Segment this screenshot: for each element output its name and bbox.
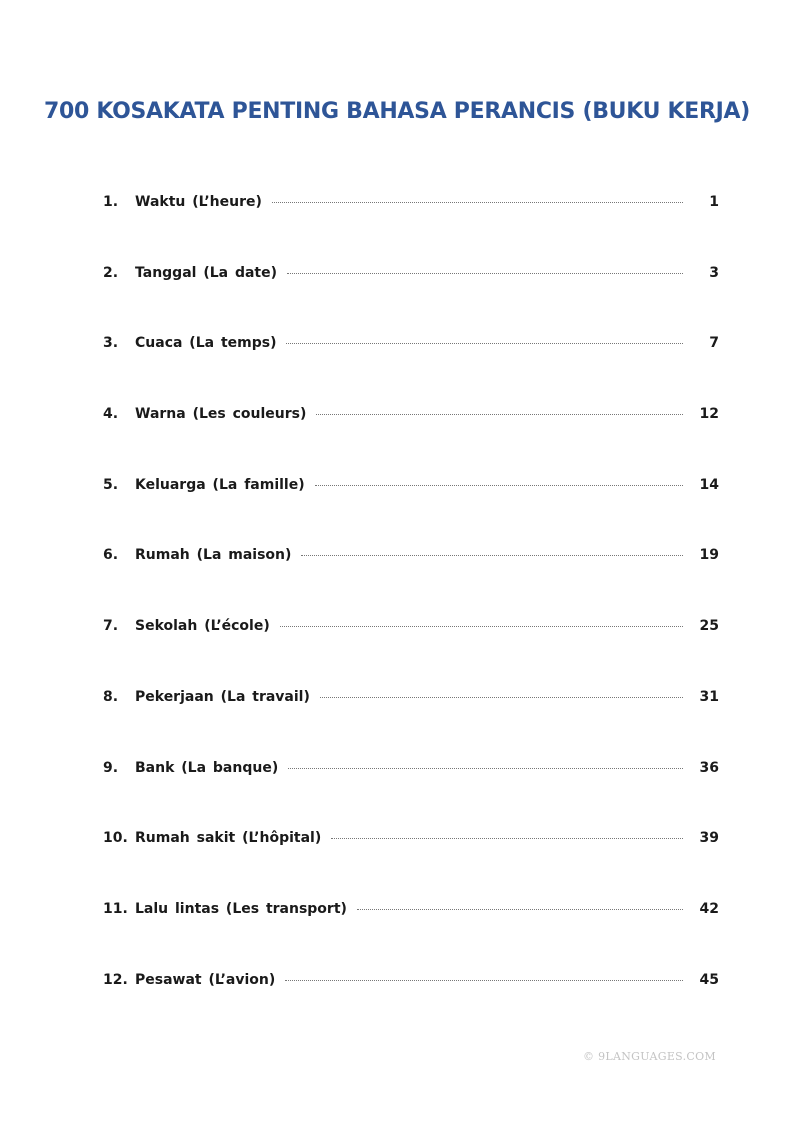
dot-leader: [280, 625, 683, 627]
toc-entry-label: Sekolah (L’école): [135, 618, 270, 635]
dot-leader: [301, 554, 683, 556]
toc-entry[interactable]: [103, 547, 719, 618]
toc-entry[interactable]: [103, 406, 719, 477]
toc-entry-number: 12.: [103, 971, 128, 988]
toc-entry-page: 14: [699, 476, 719, 493]
toc-entry-label: Lalu lintas (Les transport): [135, 900, 347, 917]
copyright-icon: ©: [583, 1050, 595, 1063]
toc-entry-label: Tanggal (La date): [135, 264, 278, 281]
toc-entry-label: Warna (Les couleurs): [135, 406, 307, 423]
dot-leader: [357, 908, 683, 910]
toc-entry-page: 25: [699, 618, 719, 635]
dot-leader: [315, 484, 683, 486]
toc-entry[interactable]: [103, 901, 719, 972]
toc-entry[interactable]: [103, 618, 719, 689]
toc-entry-page: 1: [709, 194, 719, 210]
toc-entry-page: 12: [699, 406, 719, 423]
dot-leader: [288, 767, 683, 769]
dot-leader: [320, 696, 683, 698]
toc-entry-number: 10.: [103, 830, 128, 847]
toc-entry-number: 9.: [103, 759, 119, 776]
toc-entry-label: Rumah (La maison): [135, 547, 292, 564]
toc-entry-number: 3.: [103, 335, 119, 352]
toc-entry[interactable]: [103, 265, 719, 336]
toc-entry-page: 45: [699, 971, 719, 988]
toc-entry[interactable]: [103, 972, 719, 1043]
toc-entry[interactable]: [103, 477, 719, 548]
table-of-contents: [103, 194, 719, 1042]
toc-entry-label: Rumah sakit (L’hôpital): [135, 830, 322, 847]
document-title: 700 KOSAKATA PENTING BAHASA PERANCIS (BUKU KERJA): [43, 98, 751, 124]
footer-text: 9LANGUAGES.COM: [598, 1050, 716, 1063]
toc-entry-number: 11.: [103, 900, 128, 917]
dot-leader: [316, 413, 683, 415]
toc-entry-number: 4.: [103, 406, 119, 423]
toc-entry-page: 42: [699, 900, 719, 917]
dot-leader: [285, 979, 683, 981]
toc-entry-label: Keluarga (La famille): [135, 476, 305, 493]
dot-leader: [331, 837, 683, 839]
toc-entry[interactable]: [103, 760, 719, 831]
toc-entry-number: 2.: [103, 264, 119, 281]
toc-entry[interactable]: [103, 194, 719, 265]
toc-entry-label: Bank (La banque): [135, 759, 279, 776]
copyright-footer: [583, 1050, 716, 1063]
toc-entry-label: Waktu (L’heure): [135, 194, 262, 210]
toc-entry-page: 3: [709, 264, 719, 281]
toc-entry-number: 7.: [103, 618, 119, 635]
toc-entry-label: Cuaca (La temps): [135, 335, 277, 352]
dot-leader: [287, 272, 683, 274]
toc-entry-page: 31: [699, 688, 719, 705]
toc-entry-label: Pesawat (L’avion): [135, 971, 276, 988]
toc-entry-page: 7: [709, 335, 719, 352]
toc-entry-page: 19: [699, 547, 719, 564]
toc-entry-page: 39: [699, 830, 719, 847]
toc-entry-number: 5.: [103, 476, 119, 493]
toc-entry-page: 36: [699, 759, 719, 776]
dot-leader: [272, 201, 683, 203]
toc-entry[interactable]: [103, 335, 719, 406]
toc-entry-number: 8.: [103, 688, 119, 705]
dot-leader: [286, 342, 683, 344]
toc-entry-number: 1.: [103, 194, 119, 210]
toc-entry[interactable]: [103, 830, 719, 901]
toc-entry-number: 6.: [103, 547, 119, 564]
toc-entry[interactable]: [103, 689, 719, 760]
toc-entry-label: Pekerjaan (La travail): [135, 688, 310, 705]
